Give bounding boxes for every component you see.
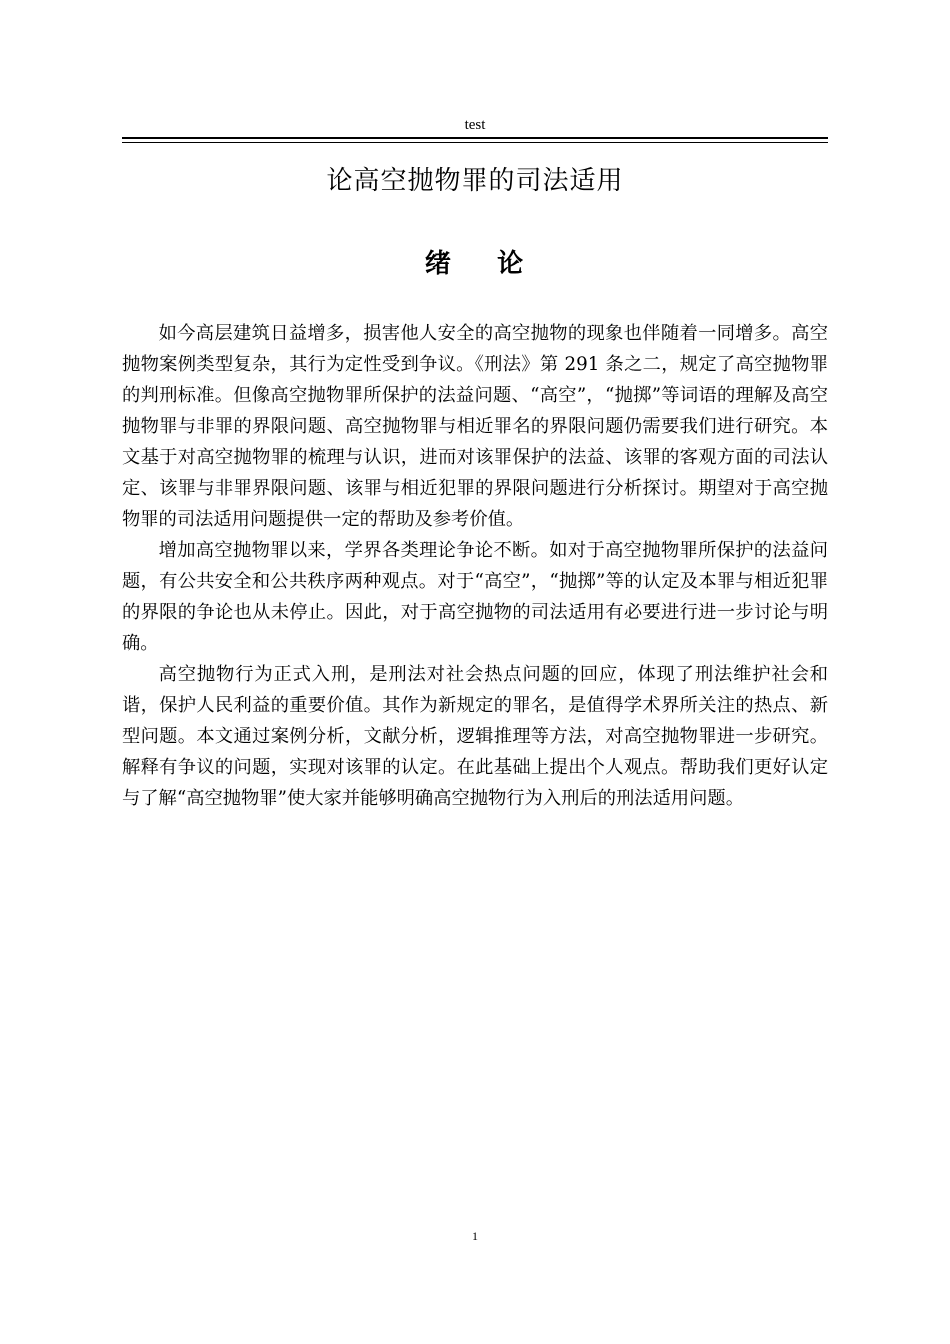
paragraph: 高空抛物行为正式入刑，是刑法对社会热点问题的回应，体现了刑法维护社会和谐，保护人民利益的重要价值。其作为新规定的罪名，是值得学术界所关注的热点、新型问题。本文通过案例分析，文献分析，逻辑推理等方法，对高空抛物罪进一步研究。解释有争议的问题，实现对该罪的认定。在此基础上提出个人观点。帮助我们更好认定与了解“高空抛物罪”使大家并能够明确高空抛物行为入刑后的刑法适用问题。 bbox=[122, 664, 828, 809]
section-heading: 绪 论 bbox=[424, 249, 526, 279]
paragraph: 增加高空抛物罪以来，学界各类理论争论不断。如对于高空抛物罪所保护的法益问题，有公共安全和公共秩序两种观点。对于“高空”，“抛掷”等的认定及本罪与相近犯罪的界限的争论也从未停止。因此，对于高空抛物的司法适用有必要进行进一步讨论与明确。 bbox=[122, 540, 828, 654]
body-text bbox=[122, 318, 828, 814]
header-divider bbox=[122, 137, 828, 143]
running-header: test bbox=[464, 117, 486, 133]
paragraph: 如今高层建筑日益增多，损害他人安全的高空抛物的现象也伴随着一同增多。高空抛物案例类型复杂，其行为定性受到争议。《刑法》第 291 条之二，规定了高空抛物罪的判刑标准。但像高空抛物罪所保护的法益问题、“高空”，“抛掷”等词语的理解及高空抛物罪与非罪的界限问题、高空抛物罪与相近罪名的界限问题仍需要我们进行研究。本文基于对高空抛物罪的梳理与认识，进而对该罪保护的法益、该罪的客观方面的司法认定、该罪与非罪界限问题、该罪与相近犯罪的界限问题进行分析探讨。期望对于高空抛物罪的司法适用问题提供一定的帮助及参考价值。 bbox=[122, 323, 828, 530]
page-number: 1 bbox=[472, 1229, 478, 1243]
document-title: 论高空抛物罪的司法适用 bbox=[326, 166, 624, 196]
